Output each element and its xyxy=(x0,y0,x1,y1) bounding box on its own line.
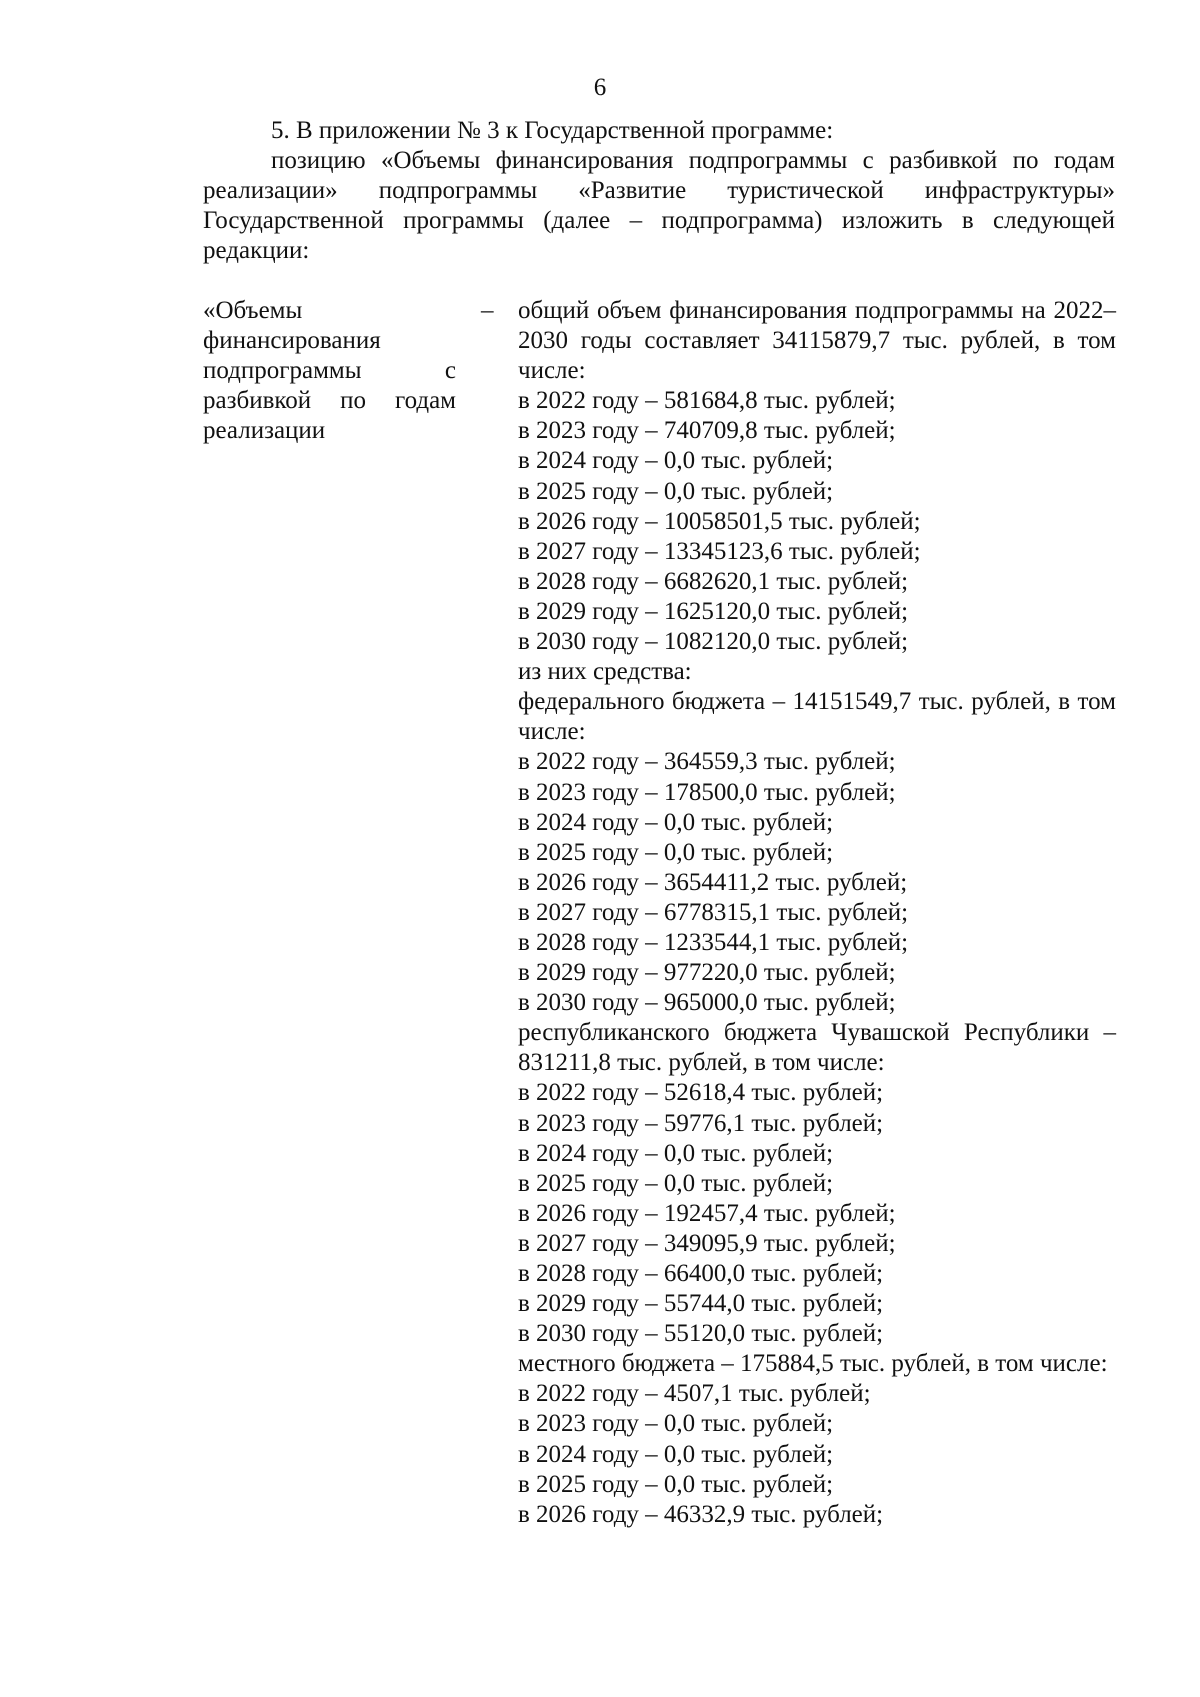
federal-year-2025: в 2025 году – 0,0 тыс. рублей; xyxy=(518,838,834,866)
amendment-paragraph: позицию «Объемы финансирования подпрограммы с разбивкой по годам реализации» подпрограммы «Развитие туристической инфраструктуры» Государственной программы (далее – подпрограмма) изложить в следующей редакции: xyxy=(203,147,1115,264)
republican-year-2027: в 2027 году – 349095,9 тыс. рублей; xyxy=(518,1229,896,1257)
total-year-2026: в 2026 году – 10058501,5 тыс. рублей; xyxy=(518,507,921,535)
federal-budget-text: федерального бюджета – 14151549,7 тыс. рублей, в том числе: xyxy=(518,688,1116,746)
local-year-2024: в 2024 году – 0,0 тыс. рублей; xyxy=(518,1440,834,1468)
federal-year-2022: в 2022 году – 364559,3 тыс. рублей; xyxy=(518,748,896,776)
amendment-heading: 5. В приложении № 3 к Государственной программе: xyxy=(271,117,834,144)
republican-year-2024: в 2024 году – 0,0 тыс. рублей; xyxy=(518,1139,834,1167)
republican-year-2023: в 2023 году – 59776,1 тыс. рублей; xyxy=(518,1109,884,1137)
federal-year-2030: в 2030 году – 965000,0 тыс. рублей; xyxy=(518,989,896,1017)
position-label-column xyxy=(203,296,456,446)
federal-year-2027: в 2027 году – 6778315,1 тыс. рублей; xyxy=(518,898,909,926)
total-year-2022: в 2022 году – 581684,8 тыс. рублей; xyxy=(518,387,896,415)
federal-year-2026: в 2026 году – 3654411,2 тыс. рублей; xyxy=(518,868,908,896)
republican-year-2026: в 2026 году – 192457,4 тыс. рублей; xyxy=(518,1199,896,1227)
federal-year-2028: в 2028 году – 1233544,1 тыс. рублей; xyxy=(518,928,909,956)
local-year-2023: в 2023 году – 0,0 тыс. рублей; xyxy=(518,1410,834,1438)
position-value-column xyxy=(518,296,1116,1530)
position-dash: – xyxy=(481,297,494,324)
total-year-2025: в 2025 году – 0,0 тыс. рублей; xyxy=(518,477,834,505)
federal-year-2029: в 2029 году – 977220,0 тыс. рублей; xyxy=(518,959,896,987)
republican-year-2029: в 2029 году – 55744,0 тыс. рублей; xyxy=(518,1290,884,1318)
total-year-2029: в 2029 году – 1625120,0 тыс. рублей; xyxy=(518,597,909,625)
republican-year-2022: в 2022 году – 52618,4 тыс. рублей; xyxy=(518,1079,884,1107)
local-year-2026: в 2026 году – 46332,9 тыс. рублей; xyxy=(518,1500,884,1528)
republican-year-2030: в 2030 году – 55120,0 тыс. рублей; xyxy=(518,1320,884,1348)
total-year-2023: в 2023 году – 740709,8 тыс. рублей; xyxy=(518,417,896,445)
federal-year-2024: в 2024 году – 0,0 тыс. рублей; xyxy=(518,808,834,836)
of-them-label: из них средства: xyxy=(518,658,692,686)
federal-year-2023: в 2023 году – 178500,0 тыс. рублей; xyxy=(518,778,896,806)
local-budget-text: местного бюджета – 175884,5 тыс. рублей, в том числе: xyxy=(518,1350,1108,1378)
local-year-2022: в 2022 году – 4507,1 тыс. рублей; xyxy=(518,1380,871,1408)
total-year-2024: в 2024 году – 0,0 тыс. рублей; xyxy=(518,447,834,475)
local-year-2025: в 2025 году – 0,0 тыс. рублей; xyxy=(518,1470,834,1498)
total-year-2028: в 2028 году – 6682620,1 тыс. рублей; xyxy=(518,567,909,595)
total-year-2027: в 2027 году – 13345123,6 тыс. рублей; xyxy=(518,537,921,565)
republican-budget-text: республиканского бюджета Чувашской Республики – 831211,8 тыс. рублей, в том числе: xyxy=(518,1019,1116,1077)
page-number: 6 xyxy=(593,74,607,101)
republican-year-2028: в 2028 году – 66400,0 тыс. рублей; xyxy=(518,1260,884,1287)
total-year-2030: в 2030 году – 1082120,0 тыс. рублей; xyxy=(518,628,909,656)
position-label: «Объемы финансирования подпрограммы с разбивкой по годам реализации xyxy=(203,297,456,444)
total-financing-text: общий объем финансирования подпрограммы на 2022–2030 годы составляет 34115879,7 тыс. рублей, в том числе: xyxy=(518,297,1116,385)
republican-year-2025: в 2025 году – 0,0 тыс. рублей; xyxy=(518,1169,834,1197)
intro-section xyxy=(203,116,1115,266)
